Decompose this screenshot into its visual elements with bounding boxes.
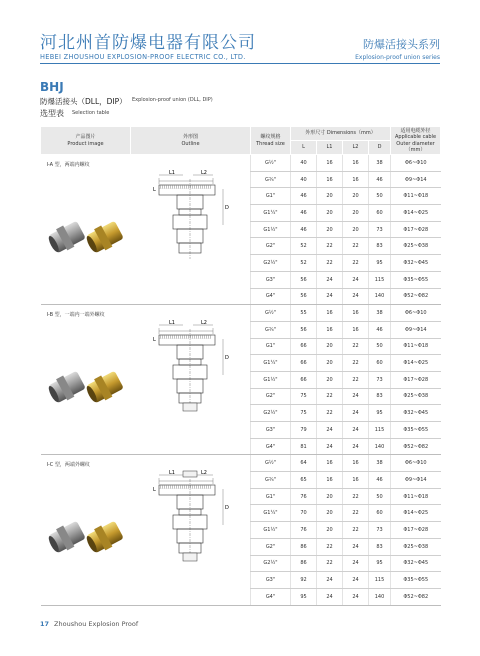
- thread-size-cell: G1¼": [251, 505, 291, 522]
- L1-cell: 24: [317, 588, 343, 605]
- D-cell: 83: [369, 538, 391, 555]
- L2-cell: 22: [343, 505, 369, 522]
- L2-cell: 24: [343, 422, 369, 439]
- D-cell: 46: [369, 472, 391, 489]
- L2-cell: 24: [343, 438, 369, 455]
- thread-size-cell: G2½": [251, 405, 291, 422]
- D-cell: 60: [369, 355, 391, 372]
- thread-size-cell: G1": [251, 338, 291, 355]
- header-cable-diameter: 适用电缆外径 Applicable cable Outer diameter （mm）: [391, 127, 441, 155]
- L1-cell: 20: [317, 505, 343, 522]
- L2-cell: 20: [343, 221, 369, 238]
- L-cell: 66: [291, 371, 317, 388]
- cable-diameter-cell: Φ52~Φ82: [391, 588, 441, 605]
- cable-diameter-cell: Φ14~Φ25: [391, 355, 441, 372]
- L1-cell: 24: [317, 422, 343, 439]
- D-cell: 73: [369, 221, 391, 238]
- table-row: [41, 455, 441, 472]
- page-footer: [40, 620, 138, 628]
- L-cell: 52: [291, 255, 317, 272]
- model-code: BHJ: [40, 80, 64, 94]
- L2-cell: 22: [343, 355, 369, 372]
- L2-cell: 24: [343, 388, 369, 405]
- L-cell: 76: [291, 488, 317, 505]
- header-L1: L1: [317, 141, 343, 155]
- L1-cell: 22: [317, 405, 343, 422]
- thread-size-cell: G4": [251, 438, 291, 455]
- D-cell: 38: [369, 155, 391, 172]
- L-cell: 86: [291, 555, 317, 572]
- L2-cell: 20: [343, 205, 369, 222]
- D-cell: 50: [369, 188, 391, 205]
- D-cell: 115: [369, 271, 391, 288]
- cable-diameter-cell: Φ32~Φ45: [391, 405, 441, 422]
- header-rule: [40, 63, 440, 64]
- thread-size-cell: G3": [251, 572, 291, 589]
- svg-text:L: L: [152, 187, 156, 193]
- thread-size-cell: G2": [251, 538, 291, 555]
- product-image-cell: [41, 155, 131, 305]
- L-cell: 46: [291, 221, 317, 238]
- L-cell: 92: [291, 572, 317, 589]
- company-name-cn: 河北州首防爆电器有限公司: [40, 33, 256, 53]
- L-cell: 40: [291, 171, 317, 188]
- thread-size-cell: G2½": [251, 555, 291, 572]
- L-cell: 70: [291, 505, 317, 522]
- svg-text:L1: L1: [168, 170, 175, 176]
- L2-cell: 24: [343, 288, 369, 305]
- L2-cell: 24: [343, 271, 369, 288]
- cable-diameter-cell: Φ9~Φ14: [391, 472, 441, 489]
- L1-cell: 20: [317, 522, 343, 539]
- cable-diameter-cell: Φ14~Φ25: [391, 205, 441, 222]
- thread-size-cell: G¾": [251, 321, 291, 338]
- L-cell: 64: [291, 455, 317, 472]
- svg-text:L2: L2: [200, 320, 207, 327]
- L-cell: 75: [291, 405, 317, 422]
- cable-diameter-cell: Φ11~Φ18: [391, 488, 441, 505]
- outline-drawing: [139, 319, 239, 421]
- thread-size-cell: G4": [251, 288, 291, 305]
- L1-cell: 20: [317, 488, 343, 505]
- cable-diameter-cell: Φ6~Φ10: [391, 155, 441, 172]
- L2-cell: 24: [343, 405, 369, 422]
- L1-cell: 22: [317, 538, 343, 555]
- L-cell: 79: [291, 422, 317, 439]
- L1-cell: 20: [317, 371, 343, 388]
- outline-drawing: [139, 169, 239, 271]
- L2-cell: 16: [343, 455, 369, 472]
- D-cell: 60: [369, 505, 391, 522]
- header-L: L: [291, 141, 317, 155]
- D-cell: 83: [369, 388, 391, 405]
- L-cell: 65: [291, 472, 317, 489]
- svg-text:L2: L2: [200, 170, 207, 176]
- svg-text:L: L: [152, 337, 156, 344]
- cable-diameter-cell: Φ32~Φ45: [391, 555, 441, 572]
- L2-cell: 22: [343, 371, 369, 388]
- L1-cell: 22: [317, 388, 343, 405]
- D-cell: 115: [369, 422, 391, 439]
- outline-drawing: [139, 469, 239, 571]
- D-cell: 38: [369, 455, 391, 472]
- thread-size-cell: G2½": [251, 255, 291, 272]
- series-title-cn: 防爆活接头系列: [363, 38, 440, 51]
- product-image-cell: [41, 305, 131, 455]
- selection-table: [40, 126, 441, 606]
- L1-cell: 24: [317, 288, 343, 305]
- svg-text:D: D: [224, 355, 229, 362]
- L2-cell: 22: [343, 522, 369, 539]
- outline-cell: [131, 155, 251, 305]
- cable-diameter-cell: Φ35~Φ55: [391, 271, 441, 288]
- svg-text:L: L: [152, 487, 156, 494]
- L1-cell: 16: [317, 321, 343, 338]
- product-name-cn: 防爆活接头（DLL，DIP）: [40, 97, 127, 106]
- cable-diameter-cell: Φ9~Φ14: [391, 171, 441, 188]
- D-cell: 73: [369, 371, 391, 388]
- cable-diameter-cell: Φ11~Φ18: [391, 188, 441, 205]
- D-cell: 95: [369, 555, 391, 572]
- cable-diameter-cell: Φ35~Φ55: [391, 572, 441, 589]
- series-title-en: Explosion-proof union series: [355, 54, 440, 61]
- L-cell: 56: [291, 321, 317, 338]
- L1-cell: 20: [317, 205, 343, 222]
- page-number: 17: [40, 620, 50, 628]
- L1-cell: 22: [317, 555, 343, 572]
- L1-cell: 20: [317, 188, 343, 205]
- D-cell: 140: [369, 588, 391, 605]
- table-row: [41, 155, 441, 172]
- type-label: I-B 型，一端内一端外螺纹: [46, 312, 105, 319]
- L-cell: 56: [291, 271, 317, 288]
- L2-cell: 16: [343, 305, 369, 322]
- selection-table-title-cn: 选型表: [40, 109, 64, 118]
- svg-text:L1: L1: [168, 320, 175, 327]
- L1-cell: 20: [317, 338, 343, 355]
- L-cell: 76: [291, 522, 317, 539]
- D-cell: 95: [369, 405, 391, 422]
- outline-cell: [131, 455, 251, 605]
- product-image-cell: [41, 455, 131, 605]
- cable-diameter-cell: Φ17~Φ28: [391, 221, 441, 238]
- L2-cell: 24: [343, 588, 369, 605]
- cable-diameter-cell: Φ25~Φ38: [391, 538, 441, 555]
- cable-diameter-cell: Φ9~Φ14: [391, 321, 441, 338]
- L1-cell: 20: [317, 355, 343, 372]
- thread-size-cell: G3": [251, 271, 291, 288]
- thread-size-cell: G1": [251, 488, 291, 505]
- type-label: I-C 型，两端外螺纹: [46, 462, 90, 469]
- L-cell: 56: [291, 288, 317, 305]
- header-L2: L2: [343, 141, 369, 155]
- cable-diameter-cell: Φ11~Φ18: [391, 338, 441, 355]
- product-name-en: Explosion-proof union (DLL, DIP): [132, 97, 213, 103]
- cable-diameter-cell: Φ52~Φ82: [391, 438, 441, 455]
- L-cell: 40: [291, 155, 317, 172]
- thread-size-cell: G2": [251, 388, 291, 405]
- L1-cell: 20: [317, 221, 343, 238]
- D-cell: 46: [369, 171, 391, 188]
- svg-text:D: D: [224, 505, 229, 512]
- cable-diameter-cell: Φ35~Φ55: [391, 422, 441, 439]
- D-cell: 73: [369, 522, 391, 539]
- thread-size-cell: G1½": [251, 221, 291, 238]
- thread-size-cell: G½": [251, 455, 291, 472]
- header-D: D: [369, 141, 391, 155]
- L-cell: 66: [291, 355, 317, 372]
- header-dimensions: 外形尺寸 Dimensions（mm）: [291, 127, 391, 141]
- type-label: I-A 型，两端内螺纹: [46, 162, 90, 168]
- L2-cell: 22: [343, 488, 369, 505]
- outline-cell: [131, 305, 251, 455]
- cable-diameter-cell: Φ25~Φ38: [391, 238, 441, 255]
- thread-size-cell: G2": [251, 238, 291, 255]
- header-product-image: 产品图片 Product image: [41, 127, 131, 155]
- D-cell: 140: [369, 288, 391, 305]
- thread-size-cell: G1½": [251, 522, 291, 539]
- header-outline: 外形图 Outline: [131, 127, 251, 155]
- L2-cell: 22: [343, 255, 369, 272]
- L2-cell: 20: [343, 188, 369, 205]
- L1-cell: 24: [317, 438, 343, 455]
- L2-cell: 24: [343, 538, 369, 555]
- L1-cell: 16: [317, 171, 343, 188]
- company-name-en: HEBEI ZHOUSHOU EXPLOSION-PROOF ELECTRIC CO., LTD.: [40, 53, 246, 61]
- product-photo: [47, 215, 127, 257]
- selection-table-title-en: Selection table: [72, 110, 110, 116]
- D-cell: 60: [369, 205, 391, 222]
- L2-cell: 16: [343, 171, 369, 188]
- thread-size-cell: G4": [251, 588, 291, 605]
- thread-size-cell: G½": [251, 155, 291, 172]
- thread-size-cell: G1¼": [251, 205, 291, 222]
- D-cell: 140: [369, 438, 391, 455]
- L2-cell: 24: [343, 572, 369, 589]
- cable-diameter-cell: Φ25~Φ38: [391, 388, 441, 405]
- D-cell: 46: [369, 321, 391, 338]
- cable-diameter-cell: Φ6~Φ10: [391, 455, 441, 472]
- cable-diameter-cell: Φ32~Φ45: [391, 255, 441, 272]
- L1-cell: 16: [317, 472, 343, 489]
- product-photo: [47, 515, 127, 557]
- svg-text:D: D: [224, 205, 229, 211]
- L-cell: 81: [291, 438, 317, 455]
- cable-diameter-cell: Φ6~Φ10: [391, 305, 441, 322]
- thread-size-cell: G1¼": [251, 355, 291, 372]
- cable-diameter-cell: Φ17~Φ28: [391, 522, 441, 539]
- table-row: [41, 305, 441, 322]
- thread-size-cell: G1½": [251, 371, 291, 388]
- D-cell: 83: [369, 238, 391, 255]
- thread-size-cell: G¾": [251, 171, 291, 188]
- header-thread-size: 螺纹规格 Thread size: [251, 127, 291, 155]
- L-cell: 86: [291, 538, 317, 555]
- L2-cell: 16: [343, 155, 369, 172]
- L-cell: 55: [291, 305, 317, 322]
- cable-diameter-cell: Φ17~Φ28: [391, 371, 441, 388]
- L1-cell: 22: [317, 255, 343, 272]
- L1-cell: 24: [317, 572, 343, 589]
- L2-cell: 24: [343, 555, 369, 572]
- L-cell: 66: [291, 338, 317, 355]
- cable-diameter-cell: Φ14~Φ25: [391, 505, 441, 522]
- L-cell: 52: [291, 238, 317, 255]
- D-cell: 38: [369, 305, 391, 322]
- footer-text: Zhoushou Explosion Proof: [54, 620, 139, 628]
- L1-cell: 24: [317, 271, 343, 288]
- L2-cell: 16: [343, 472, 369, 489]
- thread-size-cell: G½": [251, 305, 291, 322]
- L1-cell: 22: [317, 238, 343, 255]
- L1-cell: 16: [317, 155, 343, 172]
- D-cell: 95: [369, 255, 391, 272]
- thread-size-cell: G1": [251, 188, 291, 205]
- L-cell: 46: [291, 188, 317, 205]
- D-cell: 50: [369, 488, 391, 505]
- L2-cell: 22: [343, 338, 369, 355]
- svg-text:L1: L1: [168, 470, 175, 477]
- L2-cell: 22: [343, 238, 369, 255]
- svg-text:L2: L2: [200, 470, 207, 477]
- L1-cell: 16: [317, 305, 343, 322]
- thread-size-cell: G3": [251, 422, 291, 439]
- D-cell: 115: [369, 572, 391, 589]
- L-cell: 46: [291, 205, 317, 222]
- L-cell: 75: [291, 388, 317, 405]
- L1-cell: 16: [317, 455, 343, 472]
- cable-diameter-cell: Φ52~Φ82: [391, 288, 441, 305]
- L-cell: 95: [291, 588, 317, 605]
- D-cell: 50: [369, 338, 391, 355]
- L2-cell: 16: [343, 321, 369, 338]
- product-photo: [47, 365, 127, 407]
- thread-size-cell: G¾": [251, 472, 291, 489]
